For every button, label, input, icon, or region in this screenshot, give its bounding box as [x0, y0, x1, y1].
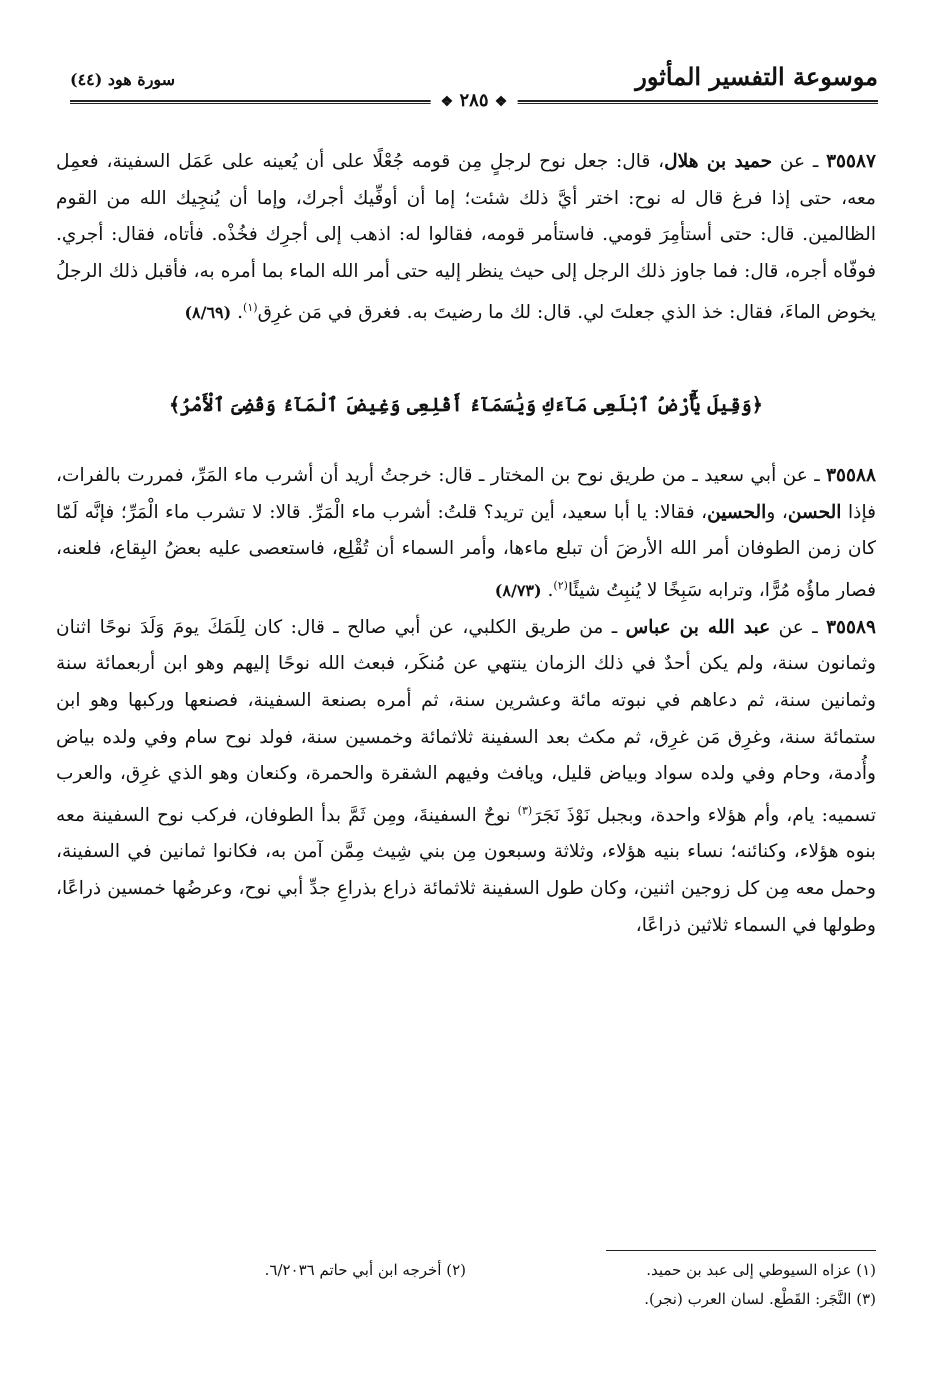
ornament-icon: ❖ — [440, 94, 454, 110]
text-segment: ـ عن أبي سعيد ـ من طريق نوح بن المختار ـ قال: خرجتُ أريد أن أشرب ماء المَرِّ، فمررت بالفرات، فإذا — [56, 465, 876, 523]
quran-verse: ﴿وَقِيلَ يَٰٓأَرْضُ ٱبْلَعِى مَآءَكِ وَيَٰسَمَآءُ أَقْلِعِى وَغِيضَ ٱلْمَآءُ وَقُضِىَ ٱلْأَمْرُ﴾ — [169, 394, 763, 417]
surah-reference: سورة هود (٤٤) — [70, 70, 176, 89]
volume-reference: (٨/٧٣) — [494, 581, 542, 601]
text-segment: . — [231, 302, 244, 324]
text-segment: ، فقالا: يا أبا سعيد، أين تريد؟ قلتُ: أشرب ماء الْمَرِّ. قالا: لا تشرب ماء الْمَرِّ؛ فإنَّه لَمّا كان زمن الطوفان أمر الله الأرضَ أن تبلع ماءها، وأمر السماء أن تُقْلِع، فاستعصى عليه بعضُ البِقاع، فلعنه، فصار ماؤُه مُرًّا، وترابه سَبِخًا لا يُنبِتُ شيئًا — [56, 501, 876, 602]
footnote-3: (٣) النَّجَر: القَطْع. لسان العرب (نجر). — [644, 1290, 876, 1308]
footnotes — [56, 1256, 876, 1314]
footnote-marker: (٣) — [517, 803, 533, 817]
narrator-name: الحسن — [787, 501, 842, 523]
main-text — [56, 144, 876, 944]
narrator-name: عبد الله بن عباس — [625, 616, 771, 638]
text-segment: ، قال: جعل نوح لرجلٍ مِن قومه جُعْلًا على أن يُعينه على عَمَل السفينة، فعمِل معه، حتى إذا فرغ قال له نوح: اختر أيَّ ذلك شئت؛ إما أن أوفِّيك أجرك، وإما أن يُنجِيك الله من القوم الظالمين. قال: حتى أستأمِرَ قومي. فاستأمر قومه، فقالوا له: اذهب إلى أجرِك فخُذْه. فأتاه، فقال: أجري. فوفّاه أجره، قال: فما جاوز ذلك الرجل إلى حيث ينظر إليه حتى أمر الله الماء بما أمره به، فأقبل ذلك الرجلُ يخوض الماءَ، فقال: خذ الذي جعلتَ لي. قال: لك ما رضيتَ به. فغرق في مَن غرِق — [56, 151, 876, 324]
footnote-rule — [606, 1250, 876, 1251]
page-header — [70, 56, 878, 126]
page-number — [431, 90, 518, 111]
ornament-icon: ❖ — [494, 94, 508, 110]
series-title: موسوعة التفسير المأثور — [635, 62, 878, 91]
text-segment: ـ عن — [772, 151, 827, 172]
footnote-marker: (١) — [243, 301, 258, 315]
footnote-row — [56, 1256, 876, 1285]
narrator-name: حميد بن هلال — [664, 151, 773, 172]
hadith-paragraph — [56, 610, 876, 945]
text-segment: ـ من طريق الكلبي، عن أبي صالح ـ قال: كان لِلَمَكَ يومَ وَلَدَ نوحًا اثنان وثمانون سنة، ولم يكن أحدٌ في ذلك الزمان ينتهي عن مُنكَر، فبعث الله نوحًا إليهم وهو ابن أربعمائة سنة وثمانين سنة، ثم دعاهم في نبوته مائة وعشرين سنة، ثم أمره بصنعة السفينة، فصنعها وركبها وهو ابن ستمائة سنة، وغرِق مَن غرِق، ثم مكث بعد السفينة ثلاثمائة وخمسين سنة، فولد نوح سام وفي ولده بياض وأُدمة، وحام وفي ولده سواد وبياض قليل، ويافث وفيهم الشقرة والحمرة، وكنعان وهو الذي غرِق، والعرب تسميه: يام، وأم هؤلاء واحدة، وبجبل نَوْذَ نَجَرَ — [56, 616, 876, 826]
entry-number: ٣٥٥٨٨ — [826, 465, 876, 487]
entry-number: ٣٥٥٨٩ — [826, 616, 876, 638]
text-segment: . — [541, 580, 554, 602]
volume-reference: (٨/٦٩) — [184, 303, 232, 323]
footnote-2: (٢) أخرجه ابن أبي حاتم ٦/٢٠٣٦. — [264, 1261, 466, 1279]
entry-number: ٣٥٥٨٧ — [826, 151, 876, 172]
hadith-paragraph — [56, 458, 876, 610]
text-segment: ، و — [766, 501, 788, 523]
text-segment: نوحٌ السفينةَ، ومِن ثَمَّ بدأ الطوفان، فركب نوح السفينة معه بنوه هؤلاء، وكنائنه؛ نساء بنيه هؤلاء، وثلاثة وسبعون مِن بني شِيث مِمَّن آمن به، فكانوا ثمانين في السفينة، وحمل معه مِن كل زوجين اثنين، وكان طول السفينة ثلاثمائة ذراع بذراعِ جدِّ أبي نوح، وعرضُها خمسين ذراعًا، وطولها في السماء ثلاثين ذراعًا، — [56, 804, 876, 936]
footnote-marker: (٢) — [553, 578, 568, 592]
footnote-1: (١) عزاه السيوطي إلى عبد بن حميد. — [646, 1261, 876, 1279]
text-segment: ـ عن — [770, 616, 827, 638]
page-number-value: ٢٨٥ — [459, 90, 489, 111]
narrator-name: الحسين — [707, 501, 767, 523]
hadith-paragraph — [56, 144, 876, 332]
